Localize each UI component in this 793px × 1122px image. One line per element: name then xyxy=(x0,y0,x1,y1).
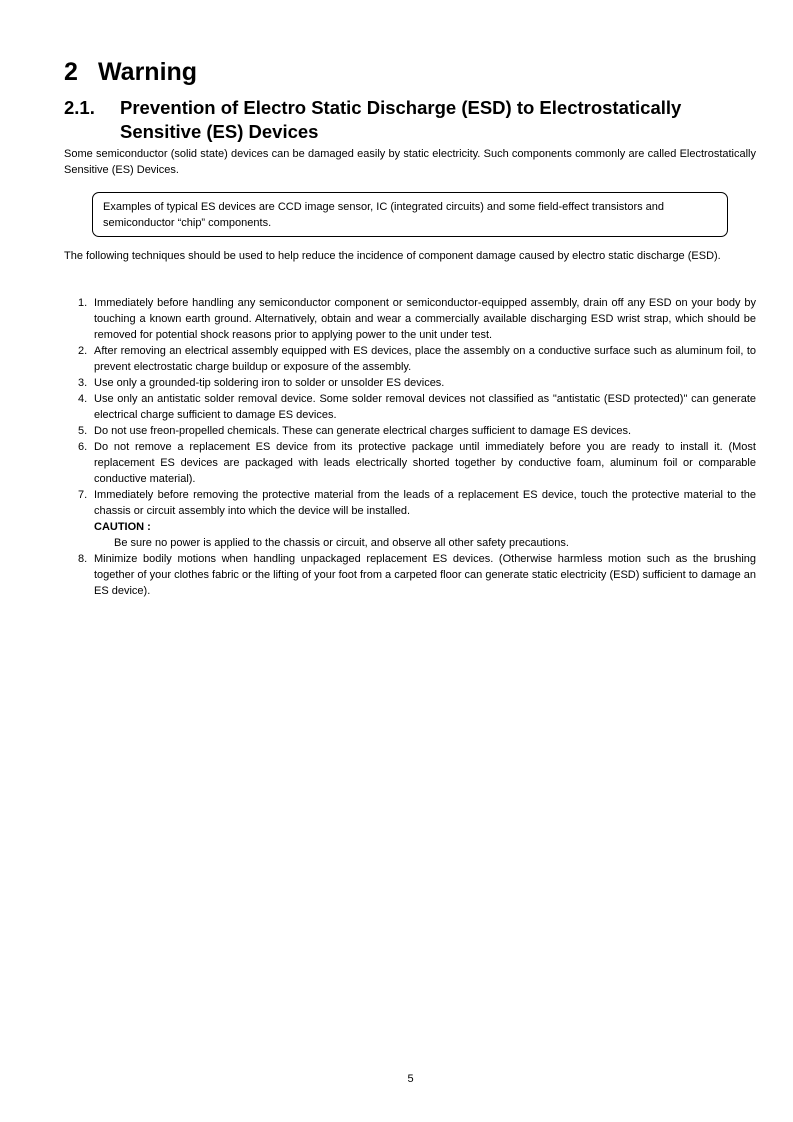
list-item-number: 1. xyxy=(78,297,88,309)
section-number: 2.1. xyxy=(64,97,95,118)
list-item-text: Do not use freon-propelled chemicals. These can generate electrical charges sufficient to damage ES devices. xyxy=(94,425,632,437)
examples-note-box: Examples of typical ES devices are CCD image sensor, IC (integrated circuits) and some field-effect transistors and semiconductor “chip” components. xyxy=(92,192,728,237)
caution-label: CAUTION : xyxy=(94,521,151,533)
list-item-text: Immediately before handling any semiconductor component or semiconductor-equipped assembly, drain off any ESD on your body by touching a known earth ground. Alternatively, obtain and wear a commercially available discharging ESD wrist strap, which should be removed for potential shock reasons prior to applying power to the unit under test. xyxy=(94,297,756,341)
page-number: 5 xyxy=(407,1073,414,1085)
list-item-number: 3. xyxy=(78,377,88,389)
list-item xyxy=(78,551,756,599)
chapter-number: 2 xyxy=(64,58,78,86)
list-item xyxy=(78,391,756,423)
list-item-number: 6. xyxy=(78,441,88,453)
esd-techniques-list xyxy=(78,295,756,599)
list-item xyxy=(78,295,756,343)
list-item-number: 8. xyxy=(78,553,88,565)
section-title: Prevention of Electro Static Discharge (ESD) to Electrostatically Sensitive (ES) Devices xyxy=(120,97,682,142)
list-item-text: Use only an antistatic solder removal device. Some solder removal devices not classified as "antistatic (ESD protected)" can generate electrical charge sufficient to damage ES devices. xyxy=(94,393,756,421)
list-item-text: Minimize bodily motions when handling unpackaged replacement ES devices. (Otherwise harmless motion such as the brushing together of your clothes fabric or the lifting of your foot from a carpeted floor can generate static electricity (ESD) sufficient to damage an ES device). xyxy=(94,553,756,597)
list-item-text: Do not remove a replacement ES device from its protective package until immediately before you are ready to install it. (Most replacement ES devices are packaged with leads electrically shorted together by conductive foam, aluminum foil or comparable conductive material). xyxy=(94,441,756,485)
list-item-text: Immediately before removing the protective material from the leads of a replacement ES device, touch the protective material to the chassis or circuit assembly into which the device will be installed. xyxy=(94,489,756,517)
list-item xyxy=(78,423,756,439)
intro-paragraph: Some semiconductor (solid state) devices can be damaged easily by static electricity. Such components commonly are called Electrostatically Sensitive (ES) Devices. xyxy=(64,148,756,176)
list-item-text: Use only a grounded-tip soldering iron to solder or unsolder ES devices. xyxy=(94,377,445,389)
section-heading xyxy=(64,96,754,144)
caution-text: Be sure no power is applied to the chassis or circuit, and observe all other safety precautions. xyxy=(114,537,569,549)
techniques-paragraph: The following techniques should be used to help reduce the incidence of component damage caused by electro static discharge (ESD). xyxy=(64,250,721,262)
list-item-number: 2. xyxy=(78,345,88,357)
list-item-number: 5. xyxy=(78,425,88,437)
list-item-number: 7. xyxy=(78,489,88,501)
list-item xyxy=(78,375,756,391)
list-item-text: After removing an electrical assembly equipped with ES devices, place the assembly on a conductive surface such as aluminum foil, to prevent electrostatic charge buildup or exposure of the assembly. xyxy=(94,345,756,373)
list-item xyxy=(78,343,756,375)
list-item xyxy=(78,487,756,551)
list-item xyxy=(78,439,756,487)
chapter-title: Warning xyxy=(98,58,198,86)
list-item-number: 4. xyxy=(78,393,88,405)
chapter-heading xyxy=(64,56,197,88)
